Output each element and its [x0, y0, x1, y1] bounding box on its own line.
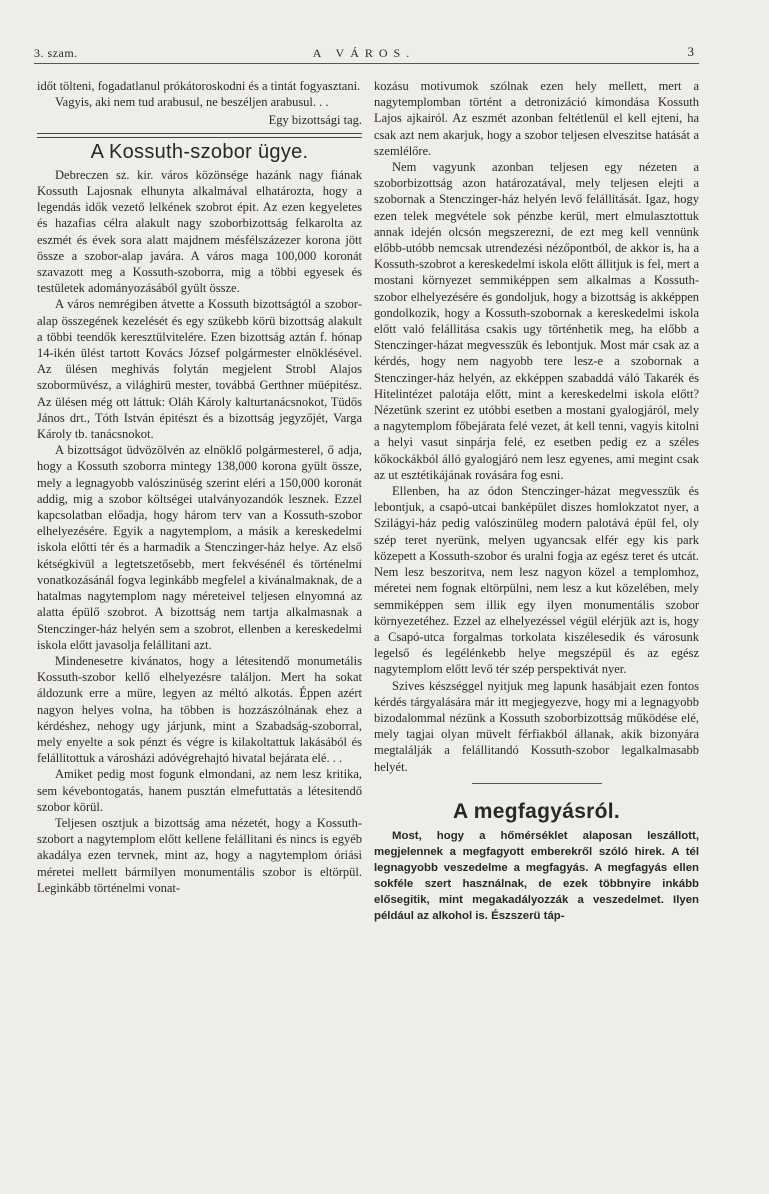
intro-paragraph: időt tölteni, fogadatlanul prókátoroskodni és a tintát fogyasztani. — [37, 79, 361, 93]
issue-number: 3. szam. — [34, 46, 78, 60]
article-paragraph: Mindenesetre kivánatos, hogy a létesitendő monumetális Kossuth-szobor kellő elhelyezésre találjon. Mert ha sokat áldozunk erre a müre, legyen az méltó alkotás. Éppen azért nagyon helyes volna, ha többen is hozzászólnának ehez a kérdéshez, nehogy ugy járjunk, mint a Szabadság-szoborral, mely enyelte a sok pénzt és végre is kilakoltattuk lakásából és felállitottuk a városházi adóvégrehajtó hivatal bejárata elé. . . — [37, 653, 362, 766]
article-paragraph: kozásu motivumok szólnak ezen hely mellett, mert a nagytemplomban történt a detronizáció kimondása Kossuth Lajos ajkairól. Az eszmét azonban feltétlenül el kell ejteni, ha csak azt nem akarjuk, hogy a szobor teljesen elveszitse hatását a szemlélőre. — [374, 79, 699, 158]
signature: Egy bizottsági tag. — [268, 113, 362, 128]
journal-title: A VÁROS. — [312, 46, 416, 60]
article-paragraph: Nem vagyunk azonban teljesen egy nézeten a szoborbizottság azon határozatával, mely teljesen elejti a szobornak a Stenczinger-ház helyén levő felállitását. Igaz, hogy ezen telek megvétele sok pénzbe kerül, mert elmulasztottuk annak idején olcsón megszerezni, de ezt meg kell vennünk előbb-utóbb nemcsak utrendezési nézőpontból, de akkor is, ha a Kossuth-szobrot a kereskedelmi iskola előtt állitjuk is fel, mert a mostani környezet semmiképpen sem alkalmas a Kossuth-szobor elhelyezésére és gondoljuk, hogy a bizottság is akképpen gondolkozik, hogy a Kossuth-szobornak a kereskedelmi iskola előtt való felállitása csakis ugy történhetik meg, ha előbb a Stenczinger-házat megvesszük és lebontjuk. Most már csak az a kérdés, hogy nem nagyobb tere lesz-e a szobornak a Stenczinger-ház helyén, az ekképpen szabaddá váló Takarék és Hitelintézet palotája előtt, mint a kereskedelmi iskola előtt? Nézetünk szerint ez utóbbi esetben a mostani gyalogjáról, mely a nagytemplom főbejárata felé vezet, át kell tenni, vagyis kitolni a helyi vasut sinpárja felé, ez esetben pedig ez a széles kőkockákból álló gyalogjáró nem lesz egyenes, ami megint csak az ut esztétikájának rovására fog esni. — [374, 160, 699, 482]
second-article-paragraph: Most, hogy a hőmérséklet alaposan leszállott, megjelennek a megfagyott emberekről szóló hirek. A tél legnagyobb veszedelme a megfagyás. A megfagyás ellen sokféle szert használnak, de ezek többnyire inkább elősegitik, mint megakadályozzák a veszedelmet. Ilyen például az alkohol is. Észszerü táp- — [374, 829, 699, 922]
page-number: 3 — [687, 44, 694, 59]
article-paragraph: Ellenben, ha az ódon Stenczinger-házat megvesszük és lebontjuk, a csapó-utcai banképület diszes homlokzatot nyer, a Szilágyi-ház pedig valószinüleg modern palotává épül fel, oly szép teret nyerünk, melyen ugyancsak elfér egy kis park közepett a Kossuth-szobor és uralni fogja az egész teret és utcát. Nem lesz beszoritva, nem lesz nagyon közel a templomhoz, méretei nem fognak eltörpülni, nem lesz a kut közelében, mely semmiképpen sem illik egy ilyen monumentális szobor környezetéhez. Ezzel az elhelyezéssel végül elérjük azt is, hogy a Csapó-utca forgalmas torkolata kiszélesedik és városunk legelső és legélénkebb helye megszépül és az egész nagytemplom előtt levő tér szép perspektivát nyer. — [374, 484, 699, 677]
intro-paragraph: Vagyis, aki nem tud arabusul, ne beszéljen arabusul. . . — [55, 95, 329, 110]
article-end-rule — [472, 783, 602, 784]
article-title: A Kossuth-szobor ügye. — [90, 140, 309, 163]
article-paragraph: Teljesen osztjuk a bizottság ama nézetét, hogy a Kossuth-szobort a nagytemplom előtt kellene felállitani és nincs is egyéb akadálya ezen tervnek, mint az, hogy a nagytemplom óriási méretei mellett bármilyen monumentális szobor is eltörpül. Leginkább történelmi vonat- — [37, 815, 362, 895]
page-header — [34, 44, 694, 64]
second-article-body — [374, 828, 699, 924]
section-divider — [37, 133, 362, 138]
article-paragraph: Debreczen sz. kir. város közönsége hazánk nagy fiának Kossuth Lajosnak elhunyta alkalmával elhatározta, hogy a legendás idők vezető lelkének szobrot épit. Az ezen kegyeletes és hazafias célra alakult nagy szoborbizottság felkarolta az eszmét és évek sora alatt majdnem mésfélszázezer korona jött össze a szobor-alap javára. A város maga 100,000 koronát szavazott meg a Kossuth-szoborra, mig a többi egyesek és testületek adományozásából gyült össze. — [37, 167, 362, 296]
header-rule — [34, 63, 699, 64]
article-paragraph: A város nemrégiben átvette a Kossuth bizottságtól a szobor-alap összegének kezelését és egy szükebb körü bizottság alakult a többi teendők keresztülvitelére. Ezen bizottság aztán f. hónap 14-ikén ülést tartott Kovács József polgármester elnöklésével. Az ülésen meghivás folytán megjelent Strobl Alajos szobormüvész, a világhirü mester, továbbá Gerthner müépitész. Az ülésen még ott láttuk: Oláh Károly kalturtanácsnokot, Tüdős János drt., Tóth István épitészt és a bizottság jegyzőjét, Varga Károly tb. tanácsnokot. — [37, 297, 362, 442]
article-paragraph: A bizottságot üdvözölvén az elnöklő polgármesterel, ő adja, hogy a Kossuth szoborra mintegy 138,000 korona gyült össze, mely a legnagyobb valószinüség szerint eléri a 150,000 koronát addig, mig a szobor költségei utalványozandók lesznek. Ezzel kapcsolatban előadja, hogy három terv van a Kossuth-szobor elhelyezésére. Egyik a nagytemplom, a másik a kereskedelmi iskola előtti tér és a harmadik a Stenczinger-ház helye. Az első kétségkivül a legtetszetősebb, mert fekvésénél és történelmi vonatkozásánál fogva leginkább megfelel a kivánalmaknak, de a hatalmas nagytemplom nagy méreteivel teljesen elnyomná az alatta épülő szobrot. A bizottság nem tartja alkalmasnak a Stenczinger-ház helyén sem a szobrot, ellenben a kereskedelmi iskola előtt javasolja felállitani azt. — [37, 443, 362, 652]
article-paragraph: Szives készséggel nyitjuk meg lapunk hasábjait ezen fontos kérdés tárgyalására már itt megjegyezve, hogy mi a legnagyobb bizodalommal nézünk a Kossuth szoborbizottság működése elé, mely tagjai olyan müvelt férfiakból állanak, akik bizonyára megtalálják a felállitandó Kossuth-szobor legalkalmasabb helyét. — [374, 678, 699, 774]
second-article-title: A megfagyásról. — [452, 799, 621, 823]
article-paragraph: Amiket pedig most fogunk elmondani, az nem lesz kritika, sem kévebontogatás, hanem pusztán elmefuttatás a létesitendő szobor körül. — [37, 767, 362, 814]
right-column — [374, 78, 699, 924]
left-column — [37, 78, 362, 896]
